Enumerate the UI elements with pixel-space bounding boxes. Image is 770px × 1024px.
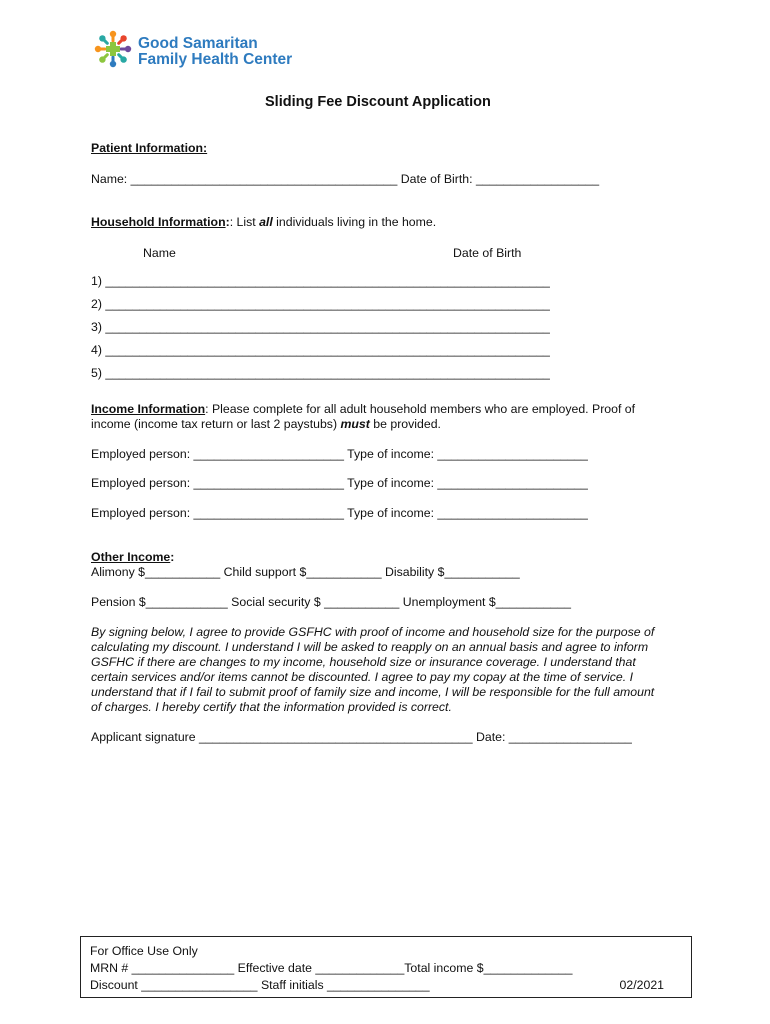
patient-name-dob-field[interactable]: Name: _______________________________________ Date of Birth: __________________ — [91, 172, 600, 186]
employed-person-field[interactable]: Employed person: ______________________ Type of income: ______________________ — [91, 447, 588, 461]
household-row[interactable]: 3) _________________________________________________________________ — [91, 320, 550, 334]
certification-statement — [91, 625, 691, 715]
household-row[interactable]: 5) _________________________________________________________________ — [91, 366, 550, 380]
form-revision-date: 02/2021 — [619, 978, 664, 992]
statement-line: GSFHC if there are changes to my income, household size or insurance coverage. I understand that — [91, 655, 636, 669]
other-income-colon: : — [170, 550, 175, 564]
logo-figure-body — [119, 38, 124, 43]
logo — [90, 26, 293, 74]
household-row[interactable]: 4) _________________________________________________________________ — [91, 343, 550, 357]
income-intro-line2-post: be provided. — [369, 417, 441, 431]
logo-cross-horizontal — [106, 46, 120, 52]
logo-figure-body — [102, 38, 107, 43]
statement-line: By signing below, I agree to provide GSFHC with proof of income and household size for the purpose of — [91, 625, 655, 639]
income-intro-emphasis: must — [340, 417, 370, 431]
office-use-title: For Office Use Only — [90, 944, 198, 958]
office-use-line1[interactable]: MRN # _______________ Effective date _____________Total income $_____________ — [90, 961, 573, 975]
household-row[interactable]: 1) _________________________________________________________________ — [91, 274, 550, 288]
household-intro-colon: : — [225, 215, 230, 229]
employed-person-field[interactable]: Employed person: ______________________ Type of income: ______________________ — [91, 506, 588, 520]
office-use-box — [80, 936, 692, 998]
patient-info-heading: Patient Information: — [91, 141, 208, 155]
household-col-dob: Date of Birth — [453, 246, 522, 260]
household-row[interactable]: 2) _________________________________________________________________ — [91, 297, 550, 311]
page-title: Sliding Fee Discount Application — [265, 94, 491, 110]
logo-line2: Family Health Center — [138, 51, 293, 68]
household-intro-post: individuals living in the home. — [272, 215, 437, 229]
household-intro-pre: : List — [229, 215, 260, 229]
logo-line1: Good Samaritan — [138, 35, 258, 52]
other-income-heading: Other Income — [91, 550, 171, 564]
income-info-line2 — [91, 417, 441, 431]
employed-person-field[interactable]: Employed person: ______________________ Type of income: ______________________ — [91, 476, 588, 490]
income-intro-line2-pre: income (income tax return or last 2 paystubs) — [91, 417, 341, 431]
logo-icon — [90, 26, 136, 72]
logo-figure-body — [119, 55, 124, 60]
office-use-line2[interactable]: Discount _________________ Staff initials _______________ — [90, 978, 430, 992]
statement-line: certain services and/or items cannot be discounted. I agree to pay my copay at the time of service. I — [91, 670, 634, 684]
income-intro-line1: : Please complete for all adult household members who are employed. Proof of — [205, 402, 636, 416]
other-income-heading-line — [91, 550, 174, 564]
income-info-heading: Income Information — [91, 402, 206, 416]
statement-line: understand that if I fail to submit proof of family size and income, I will be responsible for the full amount — [91, 685, 655, 699]
other-income-line2[interactable]: Pension $____________ Social security $ ___________ Unemployment $___________ — [91, 595, 571, 609]
other-income-line1[interactable]: Alimony $___________ Child support $___________ Disability $___________ — [91, 565, 520, 579]
household-info-heading: Household Information — [91, 215, 226, 229]
household-intro-emphasis: all — [259, 215, 273, 229]
household-col-name: Name — [143, 246, 176, 260]
applicant-signature-field[interactable]: Applicant signature ________________________________________ Date: __________________ — [91, 730, 632, 744]
statement-line: calculating my discount. I understand I will be asked to reapply on an annual basis and agree to inform — [91, 640, 649, 654]
income-info-line1 — [91, 402, 635, 416]
logo-figure-body — [102, 55, 107, 60]
statement-line: of charges. I hereby certify that the information provided is correct. — [91, 700, 452, 714]
household-info-line — [91, 215, 436, 229]
